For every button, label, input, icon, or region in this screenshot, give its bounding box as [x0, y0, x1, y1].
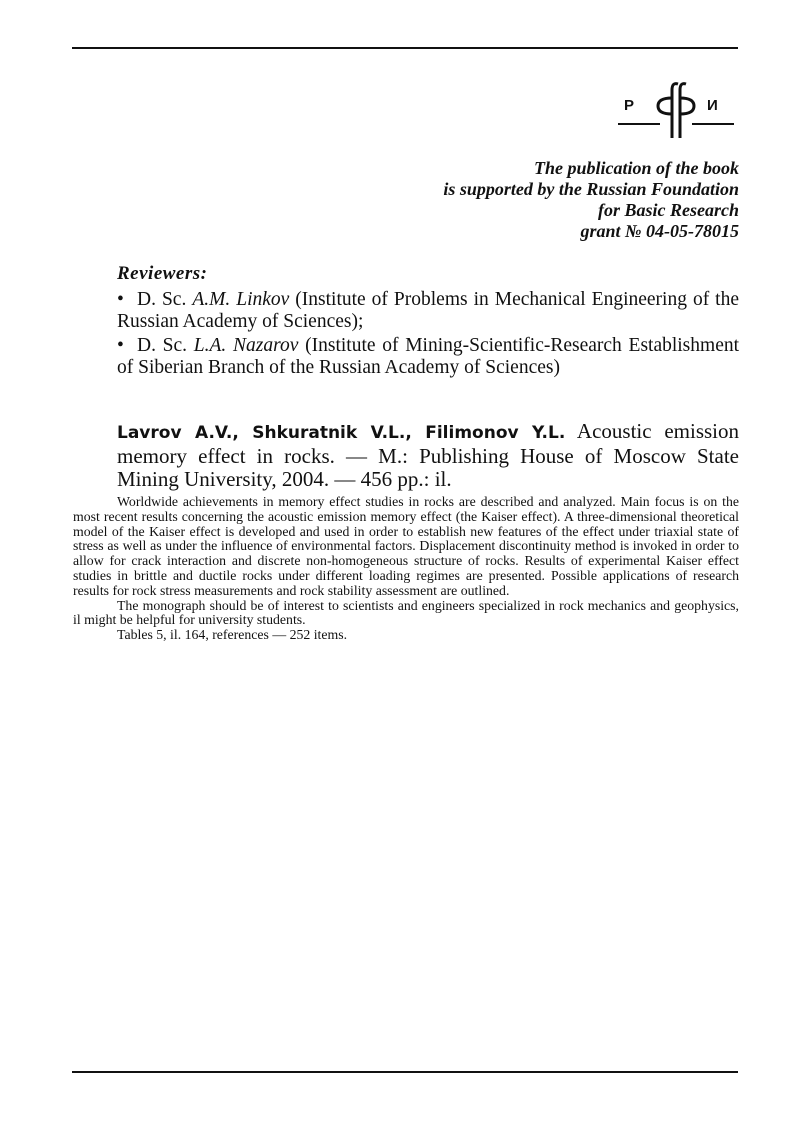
bullet: • — [117, 289, 124, 310]
reviewer-item — [117, 335, 739, 379]
citation-title-publisher: Acoustic emission memory effect in rocks. — M.: Publishing House of Moscow State Mining University, 2004. — 456 pp.: il. — [117, 419, 739, 491]
abstract-paragraph-3: Tables 5, il. 164, references — 252 items. — [117, 627, 348, 643]
reviewer-affiliation: (Institute of Mining-Scientific-Research Establishment of Siberian Branch of the Russian Academy of Sciences) — [117, 335, 740, 378]
reviewer-prefix: D. Sc. — [137, 335, 188, 356]
funding-line-2: is supported by the Russian Foundation — [443, 179, 739, 199]
reviewers-heading: Reviewers: — [117, 263, 208, 284]
reviewer-name: A.M. Linkov — [192, 289, 290, 310]
abstract — [73, 495, 739, 643]
funding-line-1: The publication of the book — [533, 158, 739, 178]
funding-line-4: grant № 04-05-78015 — [580, 221, 739, 241]
funding-line-3: for Basic Research — [598, 200, 739, 220]
funding-notice — [443, 158, 739, 242]
rffi-logo — [614, 78, 740, 140]
citation-authors: Lavrov A.V., Shkuratnik V.L., Filimonov Y.L. — [117, 423, 566, 443]
rffi-logo-icon — [614, 78, 740, 140]
logo-letter-left: Р — [624, 97, 635, 114]
bullet: • — [117, 335, 124, 356]
abstract-paragraph-1: Worldwide achievements in memory effect studies in rocks are described and analyzed. Main focus is on the most recent results concerning the acoustic emission memory effect (the Kaiser effect). A three-dimensional theoretical model of the Kaiser effect is developed and used in order to establish new features of the effect under triaxial state of stress as well as under the influence of environmental factors. Displacement discontinuity method is invoked in order to allow for crack interaction and discrete non-homogeneous structure of rocks. Results of experimental Kaiser effect studies in brittle and ductile rocks under different loading regimes are presented. Possible applications of research results for rock stress measurements and rock stability assessment are outlined. — [73, 494, 739, 598]
bibliographic-citation — [117, 420, 739, 491]
reviewer-name: L.A. Nazarov — [193, 335, 299, 356]
reviewer-affiliation: (Institute of Problems in Mechanical Engineering of the Russian Academy of Sciences); — [117, 289, 740, 332]
bottom-rule — [72, 1071, 738, 1073]
logo-letter-right: И — [707, 97, 718, 114]
reviewer-item — [117, 289, 739, 333]
top-rule — [72, 47, 738, 49]
abstract-paragraph-2: The monograph should be of interest to scientists and engineers specialized in rock mechanics and geophysics, il might be helpful for university students. — [73, 597, 739, 628]
reviewer-prefix: D. Sc. — [137, 289, 187, 310]
